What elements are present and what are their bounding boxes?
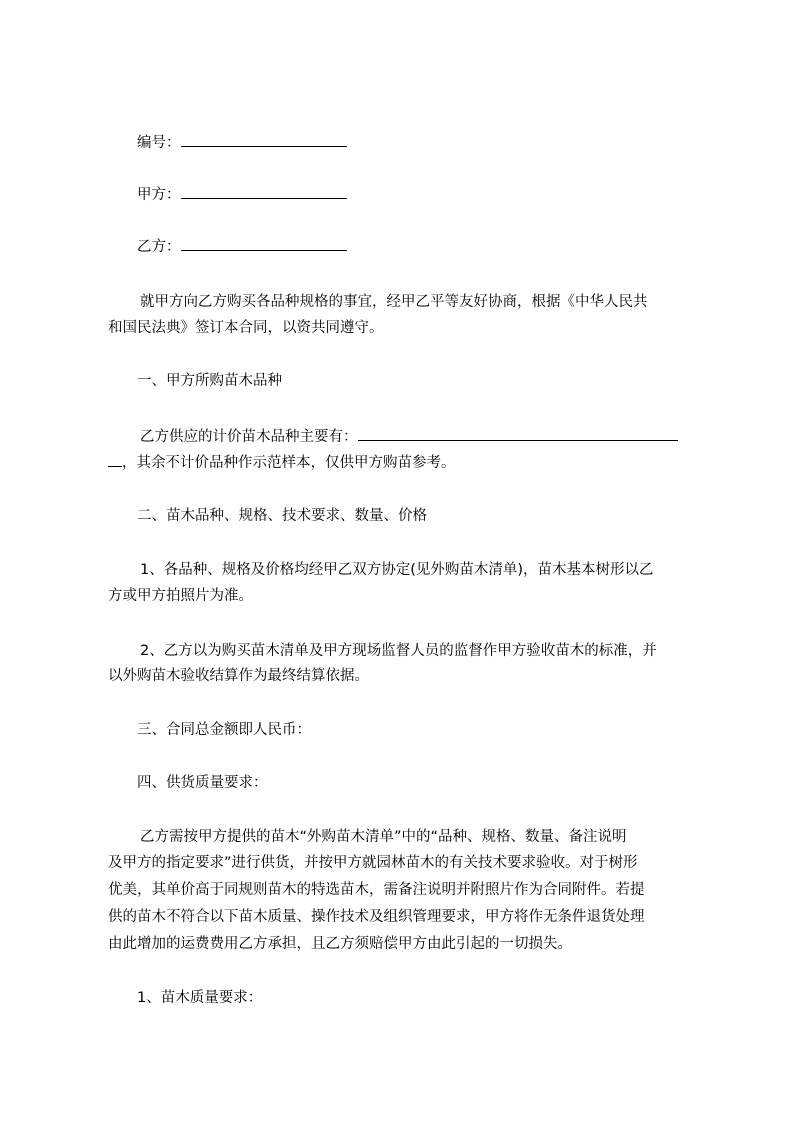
party-a-blank <box>181 184 347 199</box>
intro-line-1: 就甲方向乙方购买各品种规格的事宜，经甲乙平等友好协商，根据《中华人民共 <box>140 294 648 310</box>
section1-line-1-text: 乙方供应的计价苗木品种主要有： <box>140 429 358 445</box>
section4-line-2: 及甲方的指定要求”进行供货，并按甲方就园林苗木的有关技术要求验收。对于树形 <box>108 855 638 871</box>
section4-title: 四、供货质量要求： <box>137 775 268 791</box>
section4-line-4: 供的苗木不符合以下苗木质量、操作技术及组织管理要求，甲方将作无条件退货处理 <box>108 909 645 925</box>
section1-line-1 <box>140 426 678 447</box>
party-b-field <box>137 236 347 257</box>
section2-item2-line-2: 以外购苗木验收结算作为最终结算依据。 <box>108 668 369 684</box>
section1-line-2 <box>108 452 456 473</box>
varieties-blank <box>358 426 678 441</box>
number-blank <box>181 132 347 147</box>
number-field <box>137 132 347 153</box>
varieties-blank-cont <box>108 452 122 467</box>
section4-line-1: 乙方需按甲方提供的苗木“外购苗木清单”中的“品种、规格、数量、备注说明 <box>140 829 627 845</box>
party-a-field <box>137 184 347 205</box>
section4-line-5: 由此增加的运费费用乙方承担，且乙方须赔偿甲方由此引起的一切损失。 <box>108 936 572 952</box>
party-a-label: 甲方： <box>137 187 181 203</box>
section4-line-3: 优美，其单价高于同规则苗木的特选苗木，需备注说明并附照片作为合同附件。若提 <box>108 882 645 898</box>
section1-title: 一、甲方所购苗木品种 <box>137 373 282 389</box>
party-b-label: 乙方： <box>137 239 181 255</box>
section1-line-2-text: ，其余不计价品种作示范样本，仅供甲方购苗参考。 <box>122 455 456 471</box>
intro-line-2: 和国民法典》签订本合同，以资共同遵守。 <box>108 320 384 336</box>
section4-sub1-title: 1、苗木质量要求： <box>137 990 263 1006</box>
section2-title: 二、苗木品种、规格、技术要求、数量、价格 <box>137 508 427 524</box>
section2-item1-line-2: 方或甲方拍照片为准。 <box>108 588 253 604</box>
section2-item2-line-1: 2、乙方以为购买苗木清单及甲方现场监督人员的监督作甲方验收苗木的标准，并 <box>140 643 657 659</box>
party-b-blank <box>181 236 347 251</box>
section3-title: 三、合同总金额即人民币： <box>137 722 311 738</box>
number-label: 编号： <box>137 135 181 151</box>
section2-item1-line-1: 1、各品种、规格及价格均经甲乙双方协定(见外购苗木清单)，苗木基本树形以乙 <box>140 562 654 578</box>
